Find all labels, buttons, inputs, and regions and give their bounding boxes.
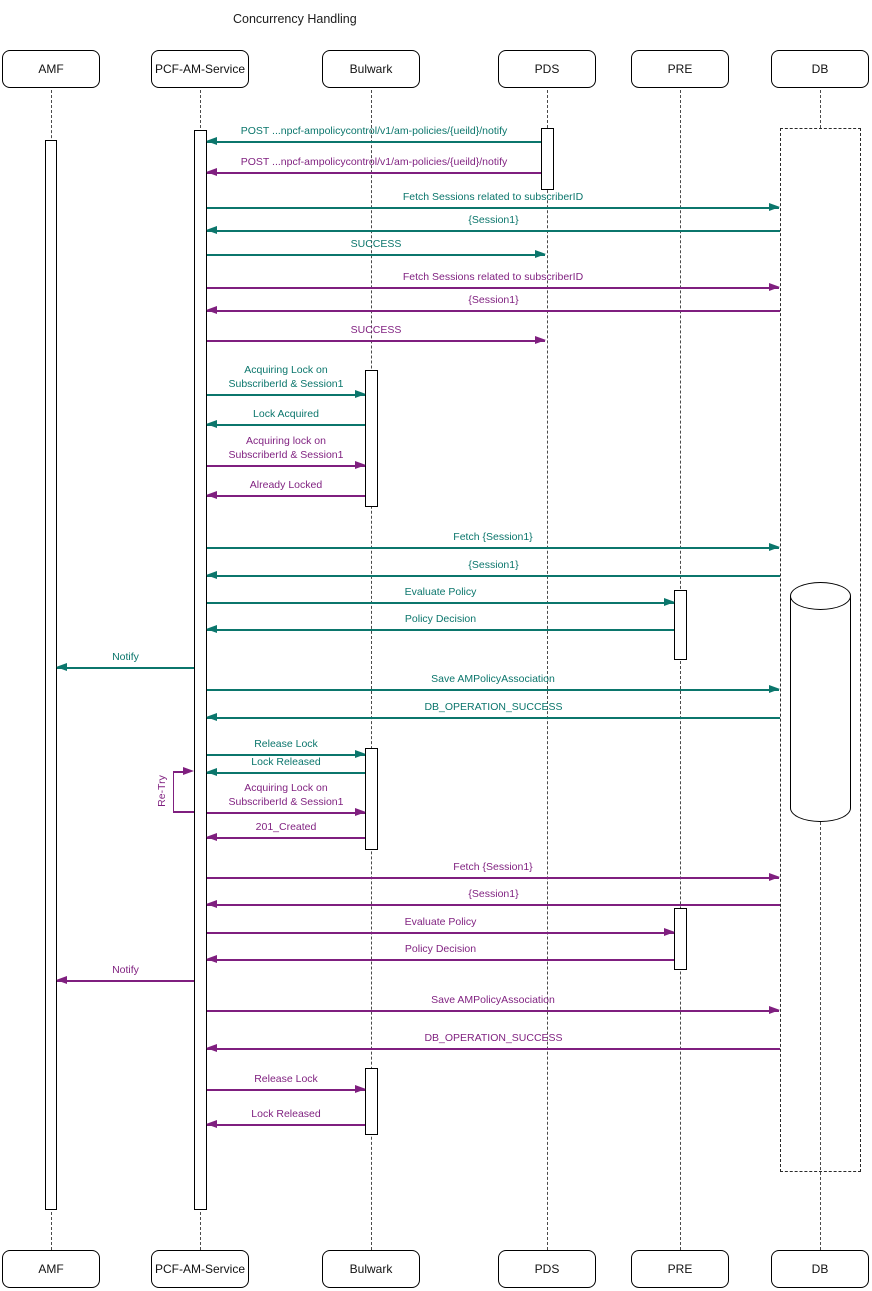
lifeline-pre	[680, 90, 681, 1250]
message-line	[207, 465, 365, 467]
message-line	[207, 287, 779, 289]
message-line	[207, 904, 780, 906]
message-label: Fetch {Session1}	[453, 531, 533, 544]
message-label: {Session1}	[468, 559, 519, 572]
message-line	[207, 837, 365, 839]
message-label: Evaluate Policy	[404, 586, 477, 599]
message-line	[207, 1010, 779, 1012]
message-line	[207, 424, 365, 426]
message-label: Policy Decision	[404, 613, 477, 626]
message-label: Policy Decision	[404, 943, 477, 956]
message-line	[207, 310, 780, 312]
message-label: Fetch Sessions related to subscriberID	[402, 271, 584, 284]
message-line	[207, 207, 779, 209]
message-line	[207, 1089, 365, 1091]
activation-amf	[45, 140, 57, 1210]
message-label: Notify	[112, 964, 139, 977]
message-label	[207, 782, 365, 810]
lifeline-db	[820, 822, 821, 1250]
message-line	[207, 394, 365, 396]
message-label: Save AMPolicyAssociation	[431, 673, 555, 686]
message-label-line: Acquiring lock on	[246, 435, 326, 448]
message-label	[207, 364, 365, 392]
message-label-line: Acquiring Lock on	[244, 782, 328, 795]
participant-pds-top: PDS	[498, 50, 596, 88]
activation-pre	[674, 590, 687, 660]
message-label: Save AMPolicyAssociation	[431, 994, 555, 1007]
message-line	[207, 602, 674, 604]
message-label: Fetch {Session1}	[453, 861, 533, 874]
message-line	[207, 812, 365, 814]
retry-bracket-bottom	[173, 811, 194, 813]
message-label: {Session1}	[468, 888, 519, 901]
participant-amf-bottom: AMF	[2, 1250, 100, 1288]
message-label: 201_Created	[255, 821, 317, 834]
retry-bracket-top	[173, 771, 183, 773]
activation-bulwark	[365, 748, 378, 850]
activation-bulwark	[365, 370, 378, 507]
message-label: {Session1}	[468, 214, 519, 227]
participant-pre-top: PRE	[631, 50, 729, 88]
participant-db-bottom: DB	[771, 1250, 869, 1288]
participant-pcf-am-service-bottom: PCF-AM-Service	[151, 1250, 249, 1288]
message-label: DB_OPERATION_SUCCESS	[424, 701, 563, 714]
message-label-line: SubscriberId & Session1	[228, 796, 344, 809]
message-line	[207, 340, 545, 342]
message-line	[207, 932, 674, 934]
participant-amf-top: AMF	[2, 50, 100, 88]
diagram-title: Concurrency Handling	[233, 12, 357, 26]
message-line	[207, 547, 779, 549]
activation-pre	[674, 908, 687, 970]
message-label: POST ...npcf-ampolicycontrol/v1/am-policies/{ueild}/notify	[240, 156, 508, 169]
message-label: {Session1}	[468, 294, 519, 307]
participant-bulwark-bottom: Bulwark	[322, 1250, 420, 1288]
message-line	[57, 667, 194, 669]
message-label: Release Lock	[254, 738, 318, 751]
message-label: DB_OPERATION_SUCCESS	[424, 1032, 563, 1045]
message-line	[207, 172, 541, 174]
message-line	[207, 1124, 365, 1126]
activation-bulwark	[365, 1068, 378, 1135]
participant-bulwark-top: Bulwark	[322, 50, 420, 88]
message-label: Notify	[112, 651, 139, 664]
participant-pcf-am-service-top: PCF-AM-Service	[151, 50, 249, 88]
message-label: Lock Released	[251, 756, 321, 769]
message-label: Release Lock	[254, 1073, 318, 1086]
message-label: Already Locked	[249, 479, 323, 492]
message-label: Evaluate Policy	[404, 916, 477, 929]
message-label-line: SubscriberId & Session1	[228, 378, 344, 391]
message-line	[207, 575, 780, 577]
database-cylinder-top-icon	[790, 582, 851, 610]
participant-db-top: DB	[771, 50, 869, 88]
message-label-line: SubscriberId & Session1	[228, 449, 344, 462]
message-line	[207, 959, 674, 961]
message-line	[207, 1048, 780, 1050]
message-line	[207, 772, 365, 774]
lifeline-pds	[547, 90, 548, 1250]
message-label-line: Acquiring Lock on	[244, 364, 328, 377]
activation-pds	[541, 128, 554, 190]
message-line	[207, 689, 779, 691]
message-line	[207, 629, 674, 631]
message-label: SUCCESS	[350, 238, 402, 251]
retry-arrowhead-icon	[183, 767, 194, 775]
message-line	[207, 877, 779, 879]
message-line	[207, 495, 365, 497]
participant-pds-bottom: PDS	[498, 1250, 596, 1288]
retry-label: Re-Try	[156, 775, 168, 807]
message-label: POST ...npcf-ampolicycontrol/v1/am-policies/{ueild}/notify	[240, 125, 508, 138]
lifeline-db	[820, 90, 821, 128]
message-label: Fetch Sessions related to subscriberID	[402, 191, 584, 204]
message-label	[207, 435, 365, 463]
retry-bracket-vertical	[173, 772, 174, 812]
message-label: SUCCESS	[350, 324, 402, 337]
message-label: Lock Acquired	[253, 408, 319, 421]
message-label: Lock Released	[251, 1108, 321, 1121]
message-line	[207, 254, 545, 256]
participant-pre-bottom: PRE	[631, 1250, 729, 1288]
message-line	[57, 980, 194, 982]
database-cylinder-icon	[790, 596, 851, 822]
message-line	[207, 717, 780, 719]
message-line	[207, 141, 541, 143]
message-line	[207, 230, 780, 232]
